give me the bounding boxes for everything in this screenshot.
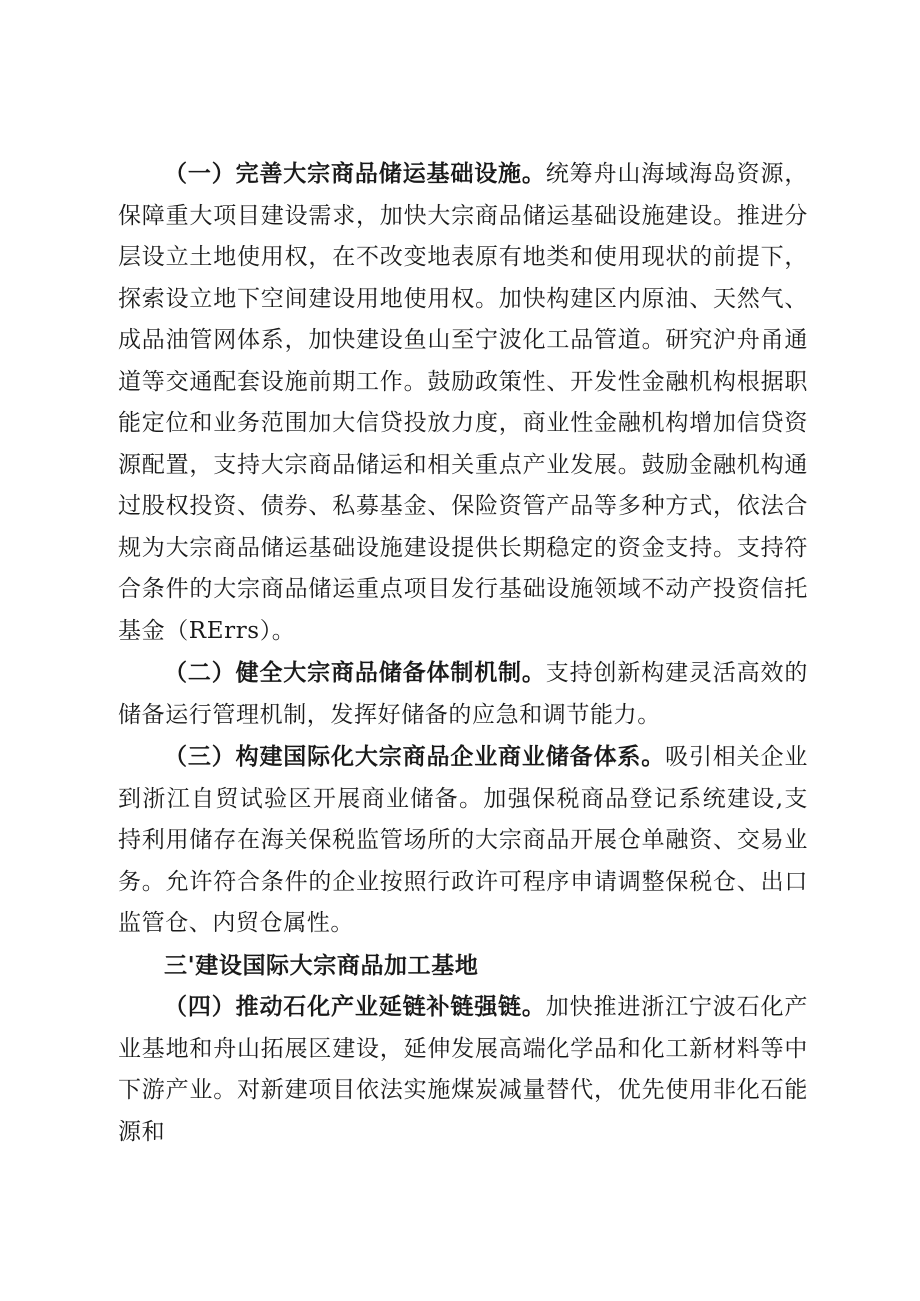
paragraph-2 [118,652,808,736]
paragraph-1 [118,153,808,652]
paragraph-3 [118,736,808,945]
paragraph-3-body: 吸引相关企业到浙江自贸试验区开展商业储备。加强保税商品登记系统建设,支持利用储存在海关保税监管场所的大宗商品开展仓单融资、交易业务。允许符合条件的企业按照行政许可程序申请调整保税仓、出口监管仓、内贸仓属性。 [118,744,808,936]
section-heading: 三'建设国际大宗商品加工基地 [164,951,479,979]
paragraph-1-body: 统筹舟山海域海岛资源，保障重大项目建设需求，加快大宗商品储运基础设施建设。推进分层设立土地使用权，在不改变地表原有地类和使用现状的前提下，探索设立地下空间建设用地使用权。加快构建区内原油、天然气、成品油管网体系，加快建设鱼山至宁波化工品管道。研究沪舟甬通道等交通配套设施前期工作。鼓励政策性、开发性金融机构根据职能定位和业务范围加大信贷投放力度，商业性金融机构增加信贷资源配置，支持大宗商品储运和相关重点产业发展。鼓励金融机构通过股权投资、债券、私募基金、保险资管产品等多种方式，依法合规为大宗商品储运基础设施建设提供长期稳定的资金支持。支持符合条件的大宗商品储运重点项目发行基础设施领域不动产投资信托基金（RErrs）。 [118,161,808,644]
paragraph-1-lead: （一）完善大宗商品储运基础设施。 [164,160,546,187]
paragraph-2-body: 支持创新构建灵活高效的储备运行管理机制，发挥好储备的应急和调节能力。 [118,660,808,728]
paragraph-4 [118,986,808,1153]
paragraph-2-lead: （二）健全大宗商品储备体制机制。 [164,659,546,686]
paragraph-4-body: 加快推进浙江宁波石化产业基地和舟山拓展区建设，延伸发展高端化学品和化工新材料等中下游产业。对新建项目依法实施煤炭减量替代，优先使用非化石能源和 [118,994,808,1145]
paragraph-4-lead: （四）推动石化产业延链补链强链。 [164,993,546,1020]
paragraph-3-lead: （三）构建国际化大宗商品企业商业储备体系。 [164,743,666,770]
document-page [118,153,808,1153]
